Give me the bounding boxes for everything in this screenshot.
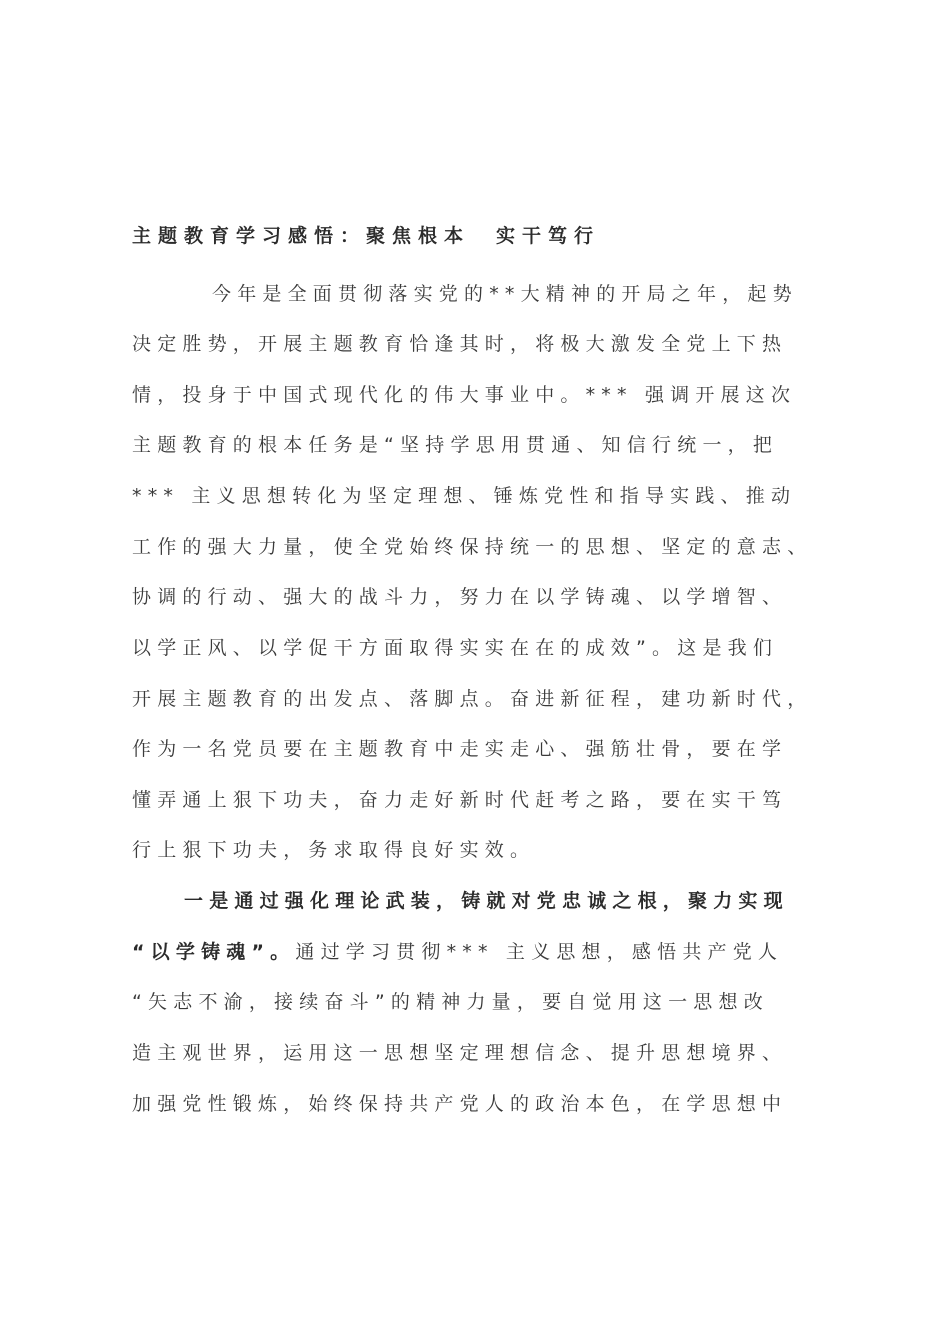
paragraph-1-line: 协调的行动、强大的战斗力，努力在以学铸魂、以学增智、: [132, 586, 788, 608]
paragraph-2-heading-line: 一是通过强化理论武装，铸就对党忠诚之根，聚力实现: [184, 890, 789, 912]
paragraph-1-line: 情，投身于中国式现代化的伟大事业中。*** 强调开展这次: [132, 384, 797, 406]
paragraph-2-heading-end: “以学铸魂”。: [132, 941, 296, 963]
paragraph-1-line: 今年是全面贯彻落实党的**大精神的开局之年，起势: [212, 283, 798, 305]
paragraph-1-line: 行上狠下功夫，务求取得良好实效。: [132, 839, 536, 861]
paragraph-2-line: [132, 937, 852, 967]
paragraph-2-line: 造主观世界，运用这一思想坚定理想信念、提升思想境界、: [132, 1042, 788, 1064]
paragraph-1-line: 开展主题教育的出发点、落脚点。奋进新征程，建功新时代，: [132, 688, 813, 710]
paragraph-1-line: *** 主义思想转化为坚定理想、锤炼党性和指导实践、推动: [132, 485, 797, 507]
document-title: 主题教育学习感悟：聚焦根本 实干笃行: [132, 225, 601, 247]
paragraph-1-line: 懂弄通上狠下功夫，奋力走好新时代赶考之路，要在实干笃: [132, 789, 788, 811]
paragraph-1-line: 工作的强大力量，使全党始终保持统一的思想、坚定的意志、: [132, 536, 813, 558]
paragraph-1-line: 作为一名党员要在主题教育中走实走心、强筋壮骨，要在学: [132, 738, 788, 760]
paragraph-1-line: 决定胜势，开展主题教育恰逢其时，将极大激发全党上下热: [132, 333, 788, 355]
paragraph-2-text: 通过学习贯彻*** 主义思想，感悟共产党人: [295, 941, 784, 963]
paragraph-1-line: 主题教育的根本任务是“坚持学思用贯通、知信行统一，把: [132, 434, 779, 456]
paragraph-2-line: 加强党性锻炼，始终保持共产党人的政治本色，在学思想中: [132, 1093, 788, 1115]
paragraph-1-line: 以学正风、以学促干方面取得实实在在的成效”。这是我们: [132, 637, 779, 659]
paragraph-2-line: “矢志不渝，接续奋斗”的精神力量，要自觉用这一思想改: [132, 991, 769, 1013]
